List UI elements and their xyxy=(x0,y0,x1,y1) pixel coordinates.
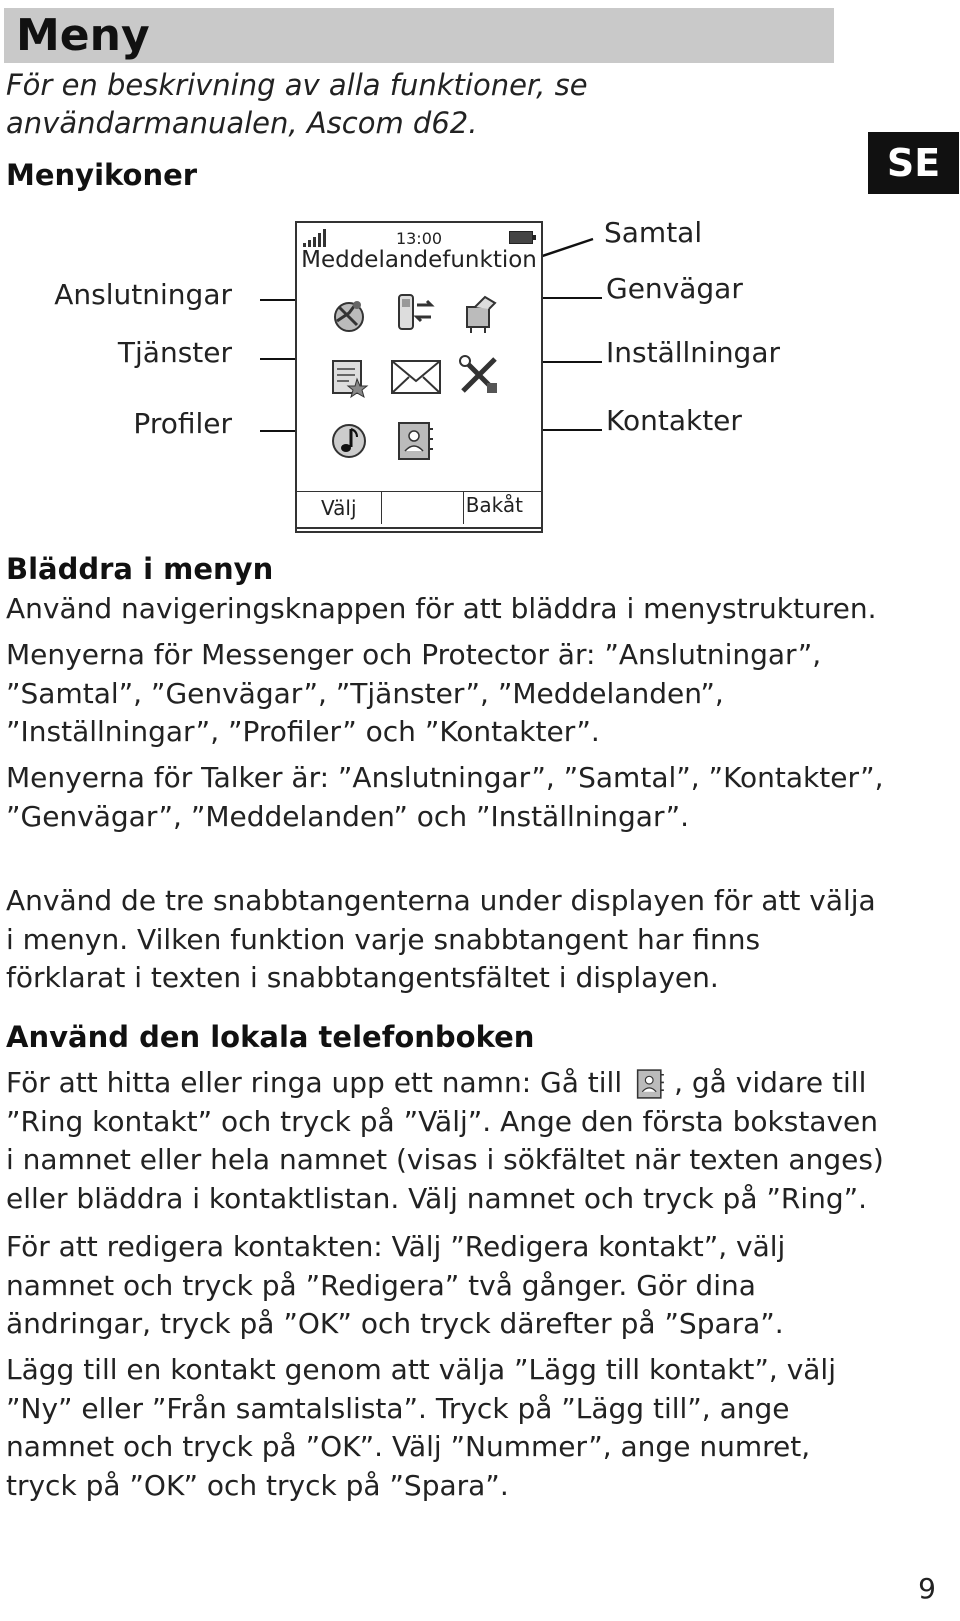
browse-heading: Bläddra i menyn xyxy=(6,552,274,586)
browse-paragraph-4: Använd de tre snabbtangenterna under displayen för att välja i menyn. Vilken funktion varje snabbtangent har finns förklarat i texten i snabbtangentsfältet i displayen. xyxy=(6,884,876,994)
phonebook-heading: Använd den lokala telefonboken xyxy=(6,1020,535,1054)
contacts-icon xyxy=(393,419,437,463)
settings-icon xyxy=(457,353,501,397)
menu-icons-diagram xyxy=(0,215,960,535)
menu-icons-heading: Menyikoner xyxy=(6,158,198,192)
phone-bottom-edge xyxy=(297,527,541,529)
softkey-select[interactable]: Välj xyxy=(321,496,357,520)
shortcuts-icon xyxy=(459,293,503,337)
label-services: Tjänster xyxy=(117,336,232,369)
services-icon xyxy=(327,355,371,399)
page-title: Meny xyxy=(16,10,150,61)
calls-icon xyxy=(393,291,437,335)
phone-clock: 13:00 xyxy=(395,229,443,248)
phonebook-paragraph-2: För att redigera kontakten: Välj ”Redigera kontakt”, välj namnet och tryck på ”Redigera” två gånger. Gör dina ändringar, tryck på ”OK” och tryck därefter på ”Spara”. xyxy=(6,1230,786,1340)
label-settings: Inställningar xyxy=(606,336,781,369)
softkey-back[interactable]: Bakåt xyxy=(465,493,523,517)
profiles-icon xyxy=(327,419,371,463)
label-calls: Samtal xyxy=(604,216,703,249)
label-shortcuts: Genvägar xyxy=(606,272,743,305)
browse-paragraph-1: Använd navigeringsknappen för att bläddra i menystrukturen. xyxy=(6,592,877,625)
softkey-divider xyxy=(463,492,464,524)
phone-display xyxy=(295,221,543,533)
messages-icon xyxy=(389,355,443,399)
phonebook-paragraph-3: Lägg till en kontakt genom att välja ”Lägg till kontakt”, välj ”Ny” eller ”Från samtalslista”. Tryck på ”Lägg till”, ange namnet och tryck på ”OK”. Välj ”Nummer”, ange numret, tryck på ”OK” och tryck på ”Spara”. xyxy=(6,1353,836,1502)
softkey-bar xyxy=(297,491,541,524)
phonebook-paragraph-1 xyxy=(6,1064,886,1218)
phone-screen-title: Meddelandefunktion xyxy=(301,247,537,273)
page-subtitle: För en beskrivning av alla funktioner, se användarmanualen, Ascom d62. xyxy=(6,68,588,140)
phonebook-p1-start: För att hitta eller ringa upp ett namn: Gå till xyxy=(6,1066,623,1099)
softkey-divider xyxy=(381,492,382,524)
browse-paragraph-3: Menyerna för Talker är: ”Anslutningar”, ”Samtal”, ”Kontakter”, ”Genvägar”, ”Meddelanden” och ”Inställningar”. xyxy=(6,761,884,833)
label-contacts: Kontakter xyxy=(606,404,742,437)
language-badge: SE xyxy=(868,132,959,194)
page-number: 9 xyxy=(918,1572,936,1605)
label-connections: Anslutningar xyxy=(54,278,232,311)
contacts-icon xyxy=(632,1067,668,1101)
title-bar xyxy=(4,8,834,63)
connections-icon xyxy=(327,293,371,337)
label-profiles: Profiler xyxy=(133,407,232,440)
phonebook-p1-end: , gå vidare till ”Ring kontakt” och tryck på ”Välj”. Ange den första bokstaven i namnet eller hela namnet (visas i sökfältet när texten anges) eller bläddra i kontaktlistan. Välj namnet och tryck på ”Ring”. xyxy=(6,1066,884,1215)
browse-paragraph-2: Menyerna för Messenger och Protector är: ”Anslutningar”, ”Samtal”, ”Genvägar”, ”Tjänster”, ”Meddelanden”, ”Inställningar”, ”Profiler” och ”Kontakter”. xyxy=(6,638,822,748)
